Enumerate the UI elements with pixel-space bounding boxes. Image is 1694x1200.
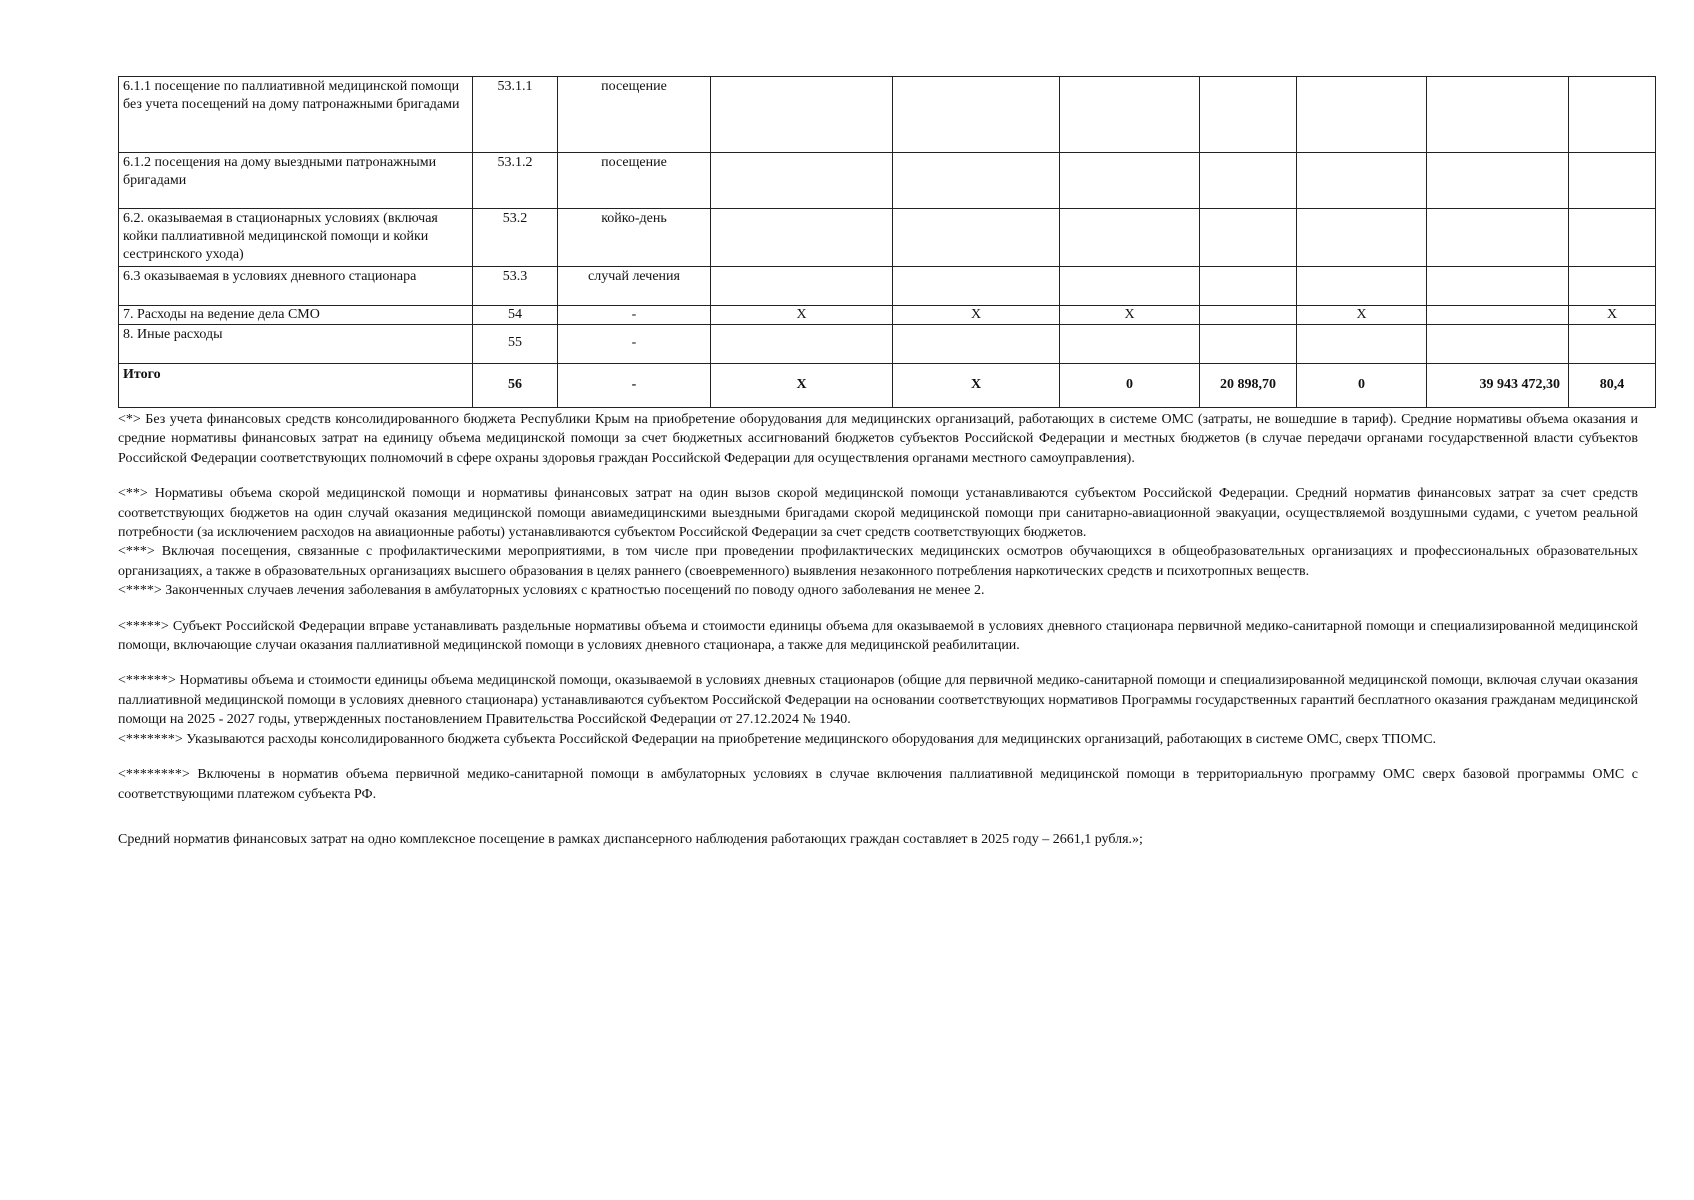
cell: 39 943 472,30 bbox=[1427, 363, 1569, 407]
row-label: 6.1.1 посещение по паллиативной медицинской помощи без учета посещений на дому патронажными бригадами bbox=[119, 77, 473, 153]
cell bbox=[1060, 324, 1200, 363]
row-code: 56 bbox=[473, 363, 558, 407]
cell bbox=[1200, 77, 1297, 153]
row-label: Итого bbox=[119, 363, 473, 407]
cell bbox=[1427, 324, 1569, 363]
cell bbox=[1569, 77, 1656, 153]
row-unit: посещение bbox=[558, 77, 711, 153]
cell bbox=[711, 209, 893, 267]
cell: 0 bbox=[1297, 363, 1427, 407]
cell bbox=[893, 77, 1060, 153]
cell bbox=[1569, 153, 1656, 209]
row-code: 53.3 bbox=[473, 266, 558, 305]
cell bbox=[1200, 305, 1297, 324]
footnotes bbox=[118, 410, 1638, 849]
footnote-8: <********> Включены в норматив объема первичной медико-санитарной помощи в амбулаторных условиях в случае включения паллиативной медицинской помощи в территориальную программу ОМС сверх базовой программы ОМС с соответствующими платежом субъекта РФ. bbox=[118, 767, 1638, 802]
cell: X bbox=[893, 363, 1060, 407]
row-unit: койко-день bbox=[558, 209, 711, 267]
footnote-3: <***> Включая посещения, связанные с профилактическими мероприятиями, в том числе при проведении профилактических медицинских осмотров обучающихся в общеобразовательных организациях и профессиональных образовательных организациях, а также в образовательных организациях высшего образования в целях раннего (своевременного) выявления незаконного потребления наркотических средств и психотропных веществ. bbox=[118, 544, 1638, 579]
cell bbox=[1427, 209, 1569, 267]
cell bbox=[1427, 77, 1569, 153]
cell bbox=[893, 266, 1060, 305]
row-label: 6.3 оказываемая в условиях дневного стационара bbox=[119, 266, 473, 305]
row-label: 8. Иные расходы bbox=[119, 324, 473, 363]
cell: X bbox=[893, 305, 1060, 324]
table-row bbox=[119, 324, 1656, 363]
row-label: 7. Расходы на ведение дела СМО bbox=[119, 305, 473, 324]
row-code: 53.1.2 bbox=[473, 153, 558, 209]
cell bbox=[711, 153, 893, 209]
final-note: Средний норматив финансовых затрат на одно комплексное посещение в рамках диспансерного наблюдения работающих граждан составляет в 2025 году – 2661,1 рубля.»; bbox=[118, 831, 1143, 847]
cell: X bbox=[1569, 305, 1656, 324]
table-row-total bbox=[119, 363, 1656, 407]
cell: 80,4 bbox=[1569, 363, 1656, 407]
cell: X bbox=[711, 305, 893, 324]
row-unit: посещение bbox=[558, 153, 711, 209]
row-label: 6.2. оказываемая в стационарных условиях (включая койки паллиативной медицинской помощи и койки сестринского ухода) bbox=[119, 209, 473, 267]
financing-table bbox=[118, 76, 1656, 408]
cell bbox=[1569, 266, 1656, 305]
cell bbox=[1297, 324, 1427, 363]
footnote-1: <*> Без учета финансовых средств консолидированного бюджета Республики Крым на приобретение оборудования для медицинских организаций, работающих в системе ОМС (затраты, не вошедшие в тариф). Средние нормативы объема оказания и средние нормативы финансовых затрат на единицу объема медицинской помощи за счет бюджетных ассигнований бюджетов субъектов Российской Федерации и местных бюджетов (в случае передачи органами государственной власти субъектов Российской Федерации соответствующих полномочий в сфере охраны здоровья граждан Российской Федерации для осуществления органами местного самоуправления). bbox=[118, 412, 1638, 466]
cell: X bbox=[711, 363, 893, 407]
cell bbox=[1200, 153, 1297, 209]
cell bbox=[1060, 153, 1200, 209]
row-code: 53.1.1 bbox=[473, 77, 558, 153]
row-unit: - bbox=[558, 324, 711, 363]
cell bbox=[1427, 266, 1569, 305]
cell bbox=[1060, 77, 1200, 153]
cell bbox=[711, 77, 893, 153]
footnote-7: <*******> Указываются расходы консолидированного бюджета субъекта Российской Федерации на приобретение медицинского оборудования для медицинских организаций, работающих в системе ОМС, сверх ТПОМС. bbox=[118, 731, 1437, 747]
cell: 0 bbox=[1060, 363, 1200, 407]
cell bbox=[1297, 209, 1427, 267]
cell bbox=[1200, 209, 1297, 267]
cell bbox=[1297, 77, 1427, 153]
table-row bbox=[119, 266, 1656, 305]
footnote-2: <**> Нормативы объема скорой медицинской помощи и нормативы финансовых затрат на один вызов скорой медицинской помощи устанавливаются субъектом Российской Федерации. Средний норматив финансовых затрат за счет средств соответствующих бюджетов на один случай оказания медицинской помощи авиамедицинскими выездными бригадами скорой медицинской помощи при санитарно-авиационной эвакуации, осуществляемой воздушными судами, с учетом реальной потребности (за исключением расходов на авиационные работы) устанавливаются субъектом Российской Федерации за счет средств соответствующих бюджетов. bbox=[118, 486, 1638, 541]
table-row bbox=[119, 209, 1656, 267]
cell bbox=[1060, 266, 1200, 305]
cell bbox=[1200, 266, 1297, 305]
cell bbox=[893, 209, 1060, 267]
row-code: 54 bbox=[473, 305, 558, 324]
footnote-6: <******> Нормативы объема и стоимости единицы объема медицинской помощи, оказываемой в условиях дневных стационаров (общие для первичной медико-санитарной помощи и специализированной медицинской помощи, включая случаи оказания паллиативной медицинской помощи в условиях дневного стационара) устанавливаются субъектом Российской Федерации на основании соответствующих нормативов Программы государственных гарантий бесплатного оказания гражданам медицинской помощи на 2025 - 2027 годы, утвержденных постановлением Правительства Российской Федерации от 27.12.2024 № 1940. bbox=[118, 673, 1638, 728]
cell: X bbox=[1297, 305, 1427, 324]
cell bbox=[1569, 209, 1656, 267]
cell bbox=[711, 324, 893, 363]
footnote-4: <****> Законченных случаев лечения заболевания в амбулаторных условиях с кратностью посещений по поводу одного заболевания не менее 2. bbox=[118, 583, 985, 599]
cell bbox=[1427, 305, 1569, 324]
cell bbox=[1569, 324, 1656, 363]
cell: X bbox=[1060, 305, 1200, 324]
table-row bbox=[119, 77, 1656, 153]
cell bbox=[1297, 266, 1427, 305]
row-unit: случай лечения bbox=[558, 266, 711, 305]
row-code: 55 bbox=[473, 324, 558, 363]
row-code: 53.2 bbox=[473, 209, 558, 267]
cell bbox=[1297, 153, 1427, 209]
cell bbox=[1427, 153, 1569, 209]
row-unit: - bbox=[558, 305, 711, 324]
cell bbox=[1060, 209, 1200, 267]
cell bbox=[893, 324, 1060, 363]
cell bbox=[711, 266, 893, 305]
row-unit: - bbox=[558, 363, 711, 407]
table-row bbox=[119, 305, 1656, 324]
cell bbox=[1200, 324, 1297, 363]
row-label: 6.1.2 посещения на дому выездными патронажными бригадами bbox=[119, 153, 473, 209]
cell bbox=[893, 153, 1060, 209]
footnote-5: <*****> Субъект Российской Федерации вправе устанавливать раздельные нормативы объема и стоимости единицы объема для оказываемой в условиях дневного стационара первичной медико-санитарной помощи и специализированной медицинской помощи, включающие случаи оказания паллиативной медицинской помощи в условиях дневного стационара, а также для медицинской реабилитации. bbox=[118, 618, 1638, 654]
cell: 20 898,70 bbox=[1200, 363, 1297, 407]
table-row bbox=[119, 153, 1656, 209]
